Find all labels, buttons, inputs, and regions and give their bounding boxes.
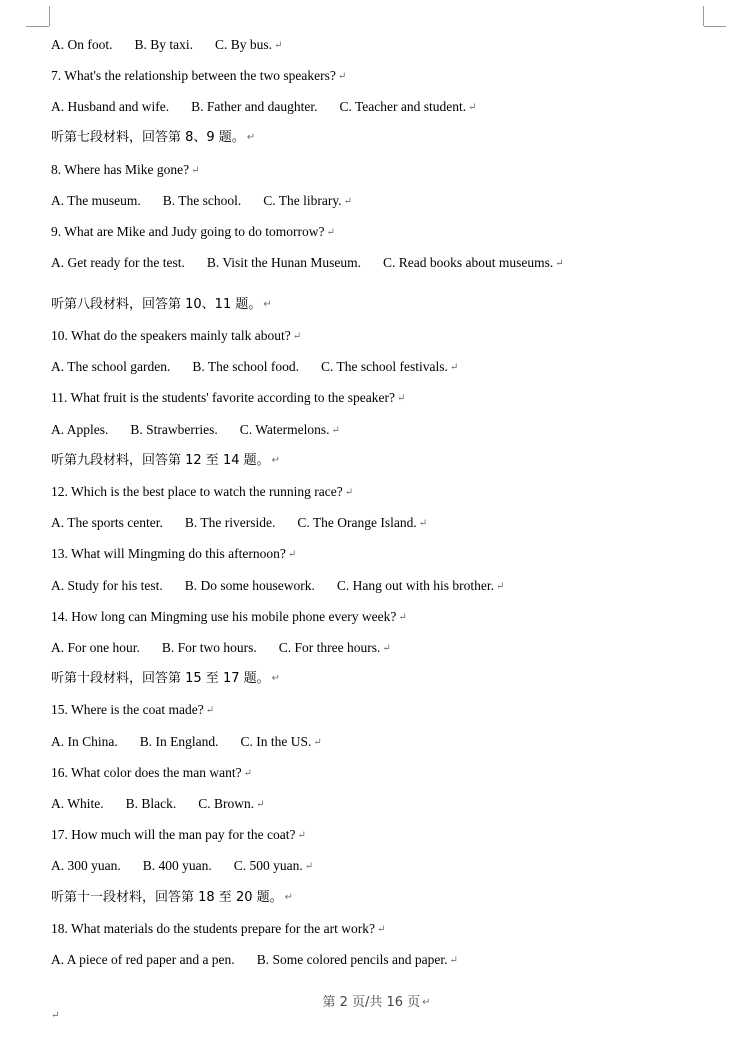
answer-option: B. For two hours. (161, 640, 257, 655)
answer-option: C. Brown. (198, 796, 255, 811)
question-label: 7. What's the relationship between the two speakers? (51, 68, 336, 83)
answer-options-line (51, 99, 477, 116)
answer-option: A. 300 yuan. (51, 858, 121, 873)
answer-option: A. On foot. (51, 37, 113, 52)
answer-option: C. For three hours. (278, 640, 381, 655)
answer-options-line (51, 193, 352, 210)
paragraph-mark-icon: ↵ (243, 768, 252, 779)
answer-option: B. Father and daughter. (191, 99, 318, 114)
question-label: 12. Which is the best place to watch the running race? (51, 484, 343, 499)
section-heading-text: 听第十段材料，回答第 15 至 17 题。 (51, 671, 270, 686)
paragraph-mark-icon: ↵ (343, 196, 352, 207)
question-label: 11. What fruit is the students' favorite according to the speaker? (51, 390, 395, 405)
answer-option: B. In England. (139, 734, 219, 749)
question-label: 14. How long can Mingming use his mobile phone every week? (51, 609, 397, 624)
answer-options-line (51, 422, 340, 439)
paragraph-mark-icon: ↵ (555, 258, 564, 269)
paragraph-mark-icon: ↵ (344, 487, 354, 498)
question-text (51, 921, 385, 938)
answer-option: C. The library. (263, 193, 342, 208)
answer-option: B. Black. (125, 796, 177, 811)
question-text (51, 484, 353, 501)
answer-option: A. Husband and wife. (51, 99, 170, 114)
answer-option: C. By bus. (215, 37, 273, 52)
answer-option: A. Get ready for the test. (51, 255, 185, 270)
answer-options-line (51, 640, 391, 657)
answer-option: B. 400 yuan. (142, 858, 212, 873)
answer-option: A. In China. (51, 734, 118, 749)
answer-option: B. The riverside. (184, 515, 276, 530)
paragraph-mark-icon: ↵ (271, 455, 281, 466)
question-text (51, 224, 335, 241)
answer-option: A. The sports center. (51, 515, 163, 530)
answer-options-line (51, 578, 504, 595)
answer-option: A. For one hour. (51, 640, 140, 655)
paragraph-mark-icon: ↵ (337, 71, 347, 82)
answer-option: C. 500 yuan. (233, 858, 303, 873)
answer-option: A. Study for his test. (51, 578, 163, 593)
section-heading-text: 听第七段材料，回答第 8、9 题。 (51, 130, 245, 145)
answer-option: C. Watermelons. (239, 422, 330, 437)
question-text (51, 546, 296, 563)
section-heading (51, 297, 272, 313)
paragraph-mark-icon: ↵ (304, 861, 314, 872)
answer-options-line (51, 858, 313, 875)
answer-options-line (51, 515, 427, 532)
answer-option: A. Apples. (51, 422, 109, 437)
answer-options-line (51, 952, 458, 969)
answer-option: B. The school. (162, 193, 242, 208)
question-label: 8. Where has Mike gone? (51, 162, 190, 177)
paragraph-mark-icon: ↵ (496, 581, 505, 592)
answer-options-line (51, 37, 282, 54)
paragraph-mark-icon: ↵ (326, 227, 335, 238)
answer-option: B. Some colored pencils and paper. (256, 952, 448, 967)
section-heading-text: 听第九段材料，回答第 12 至 14 题。 (51, 453, 270, 468)
section-heading (51, 130, 255, 146)
paragraph-mark-icon: ↵ (382, 643, 391, 654)
paragraph-mark-icon: ↵ (205, 705, 215, 716)
answer-options-line (51, 359, 458, 376)
answer-option: B. Strawberries. (130, 422, 218, 437)
question-label: 15. Where is the coat made? (51, 702, 204, 717)
crop-mark-left (26, 26, 49, 27)
paragraph-mark-icon: ↵ (297, 830, 306, 841)
question-text (51, 609, 407, 626)
paragraph-mark-icon: ↵ (51, 1010, 60, 1021)
paragraph-mark-icon: ↵ (263, 299, 272, 310)
crop-mark-left (49, 6, 50, 26)
section-heading-text: 听第十一段材料，回答第 18 至 20 题。 (51, 890, 283, 905)
question-label: 17. How much will the man pay for the coat? (51, 827, 296, 842)
paragraph-mark-icon: ↵ (396, 393, 406, 404)
paragraph-mark-icon: ↵ (313, 737, 322, 748)
paragraph-mark-icon: ↵ (191, 165, 200, 176)
answer-option: B. Visit the Hunan Museum. (206, 255, 362, 270)
question-text (51, 827, 306, 844)
answer-option: C. The school festivals. (320, 359, 448, 374)
question-text (51, 328, 301, 345)
question-text (51, 702, 214, 719)
paragraph-mark-icon: ↵ (418, 518, 428, 529)
answer-options-line (51, 796, 265, 813)
paragraph-mark-icon: ↵ (246, 132, 256, 143)
paragraph-mark-icon: ↵ (331, 425, 340, 436)
paragraph-mark-icon: ↵ (284, 892, 294, 903)
answer-option: A. A piece of red paper and a pen. (51, 952, 235, 967)
paragraph-mark-icon: ↵ (398, 612, 407, 623)
answer-option: B. The school food. (192, 359, 299, 374)
section-heading (51, 453, 280, 469)
paragraph-mark-icon: ↵ (287, 549, 297, 560)
question-text (51, 68, 346, 85)
answer-option: C. Read books about museums. (383, 255, 554, 270)
answer-option: B. By taxi. (134, 37, 194, 52)
paragraph-mark-icon: ↵ (292, 331, 302, 342)
paragraph-mark-icon: ↵ (422, 997, 431, 1008)
question-text (51, 162, 199, 179)
paragraph-mark-icon: ↵ (468, 102, 477, 113)
section-heading (51, 671, 280, 687)
paragraph-mark-icon: ↵ (274, 40, 283, 51)
crop-mark-right (703, 6, 704, 26)
answer-option: A. The museum. (51, 193, 141, 208)
page-footer (0, 991, 753, 1010)
question-label: 9. What are Mike and Judy going to do tomorrow? (51, 224, 325, 239)
question-text (51, 390, 405, 407)
answer-option: A. The school garden. (51, 359, 171, 374)
crop-mark-right (704, 26, 726, 27)
section-heading (51, 890, 293, 906)
answer-options-line (51, 734, 322, 751)
question-label: 10. What do the speakers mainly talk about? (51, 328, 291, 343)
question-label: 13. What will Mingming do this afternoon? (51, 546, 286, 561)
paragraph-mark-icon: ↵ (256, 799, 265, 810)
section-heading-text: 听第八段材料，回答第 10、11 题。 (51, 297, 262, 312)
answer-option: C. Hang out with his brother. (336, 578, 495, 593)
answer-option: C. Teacher and student. (339, 99, 467, 114)
answer-option: C. The Orange Island. (297, 515, 417, 530)
paragraph-mark-icon: ↵ (449, 955, 458, 966)
answer-option: C. In the US. (240, 734, 312, 749)
answer-option: A. White. (51, 796, 104, 811)
question-label: 16. What color does the man want? (51, 765, 242, 780)
paragraph-mark-icon: ↵ (377, 924, 386, 935)
page-number: 第 2 页/共 16 页 (322, 995, 421, 1010)
paragraph-mark-icon: ↵ (271, 673, 281, 684)
paragraph-mark-icon: ↵ (449, 362, 459, 373)
question-text (51, 765, 252, 782)
answer-options-line (51, 255, 564, 272)
answer-option: B. Do some housework. (184, 578, 315, 593)
question-label: 18. What materials do the students prepare for the art work? (51, 921, 376, 936)
